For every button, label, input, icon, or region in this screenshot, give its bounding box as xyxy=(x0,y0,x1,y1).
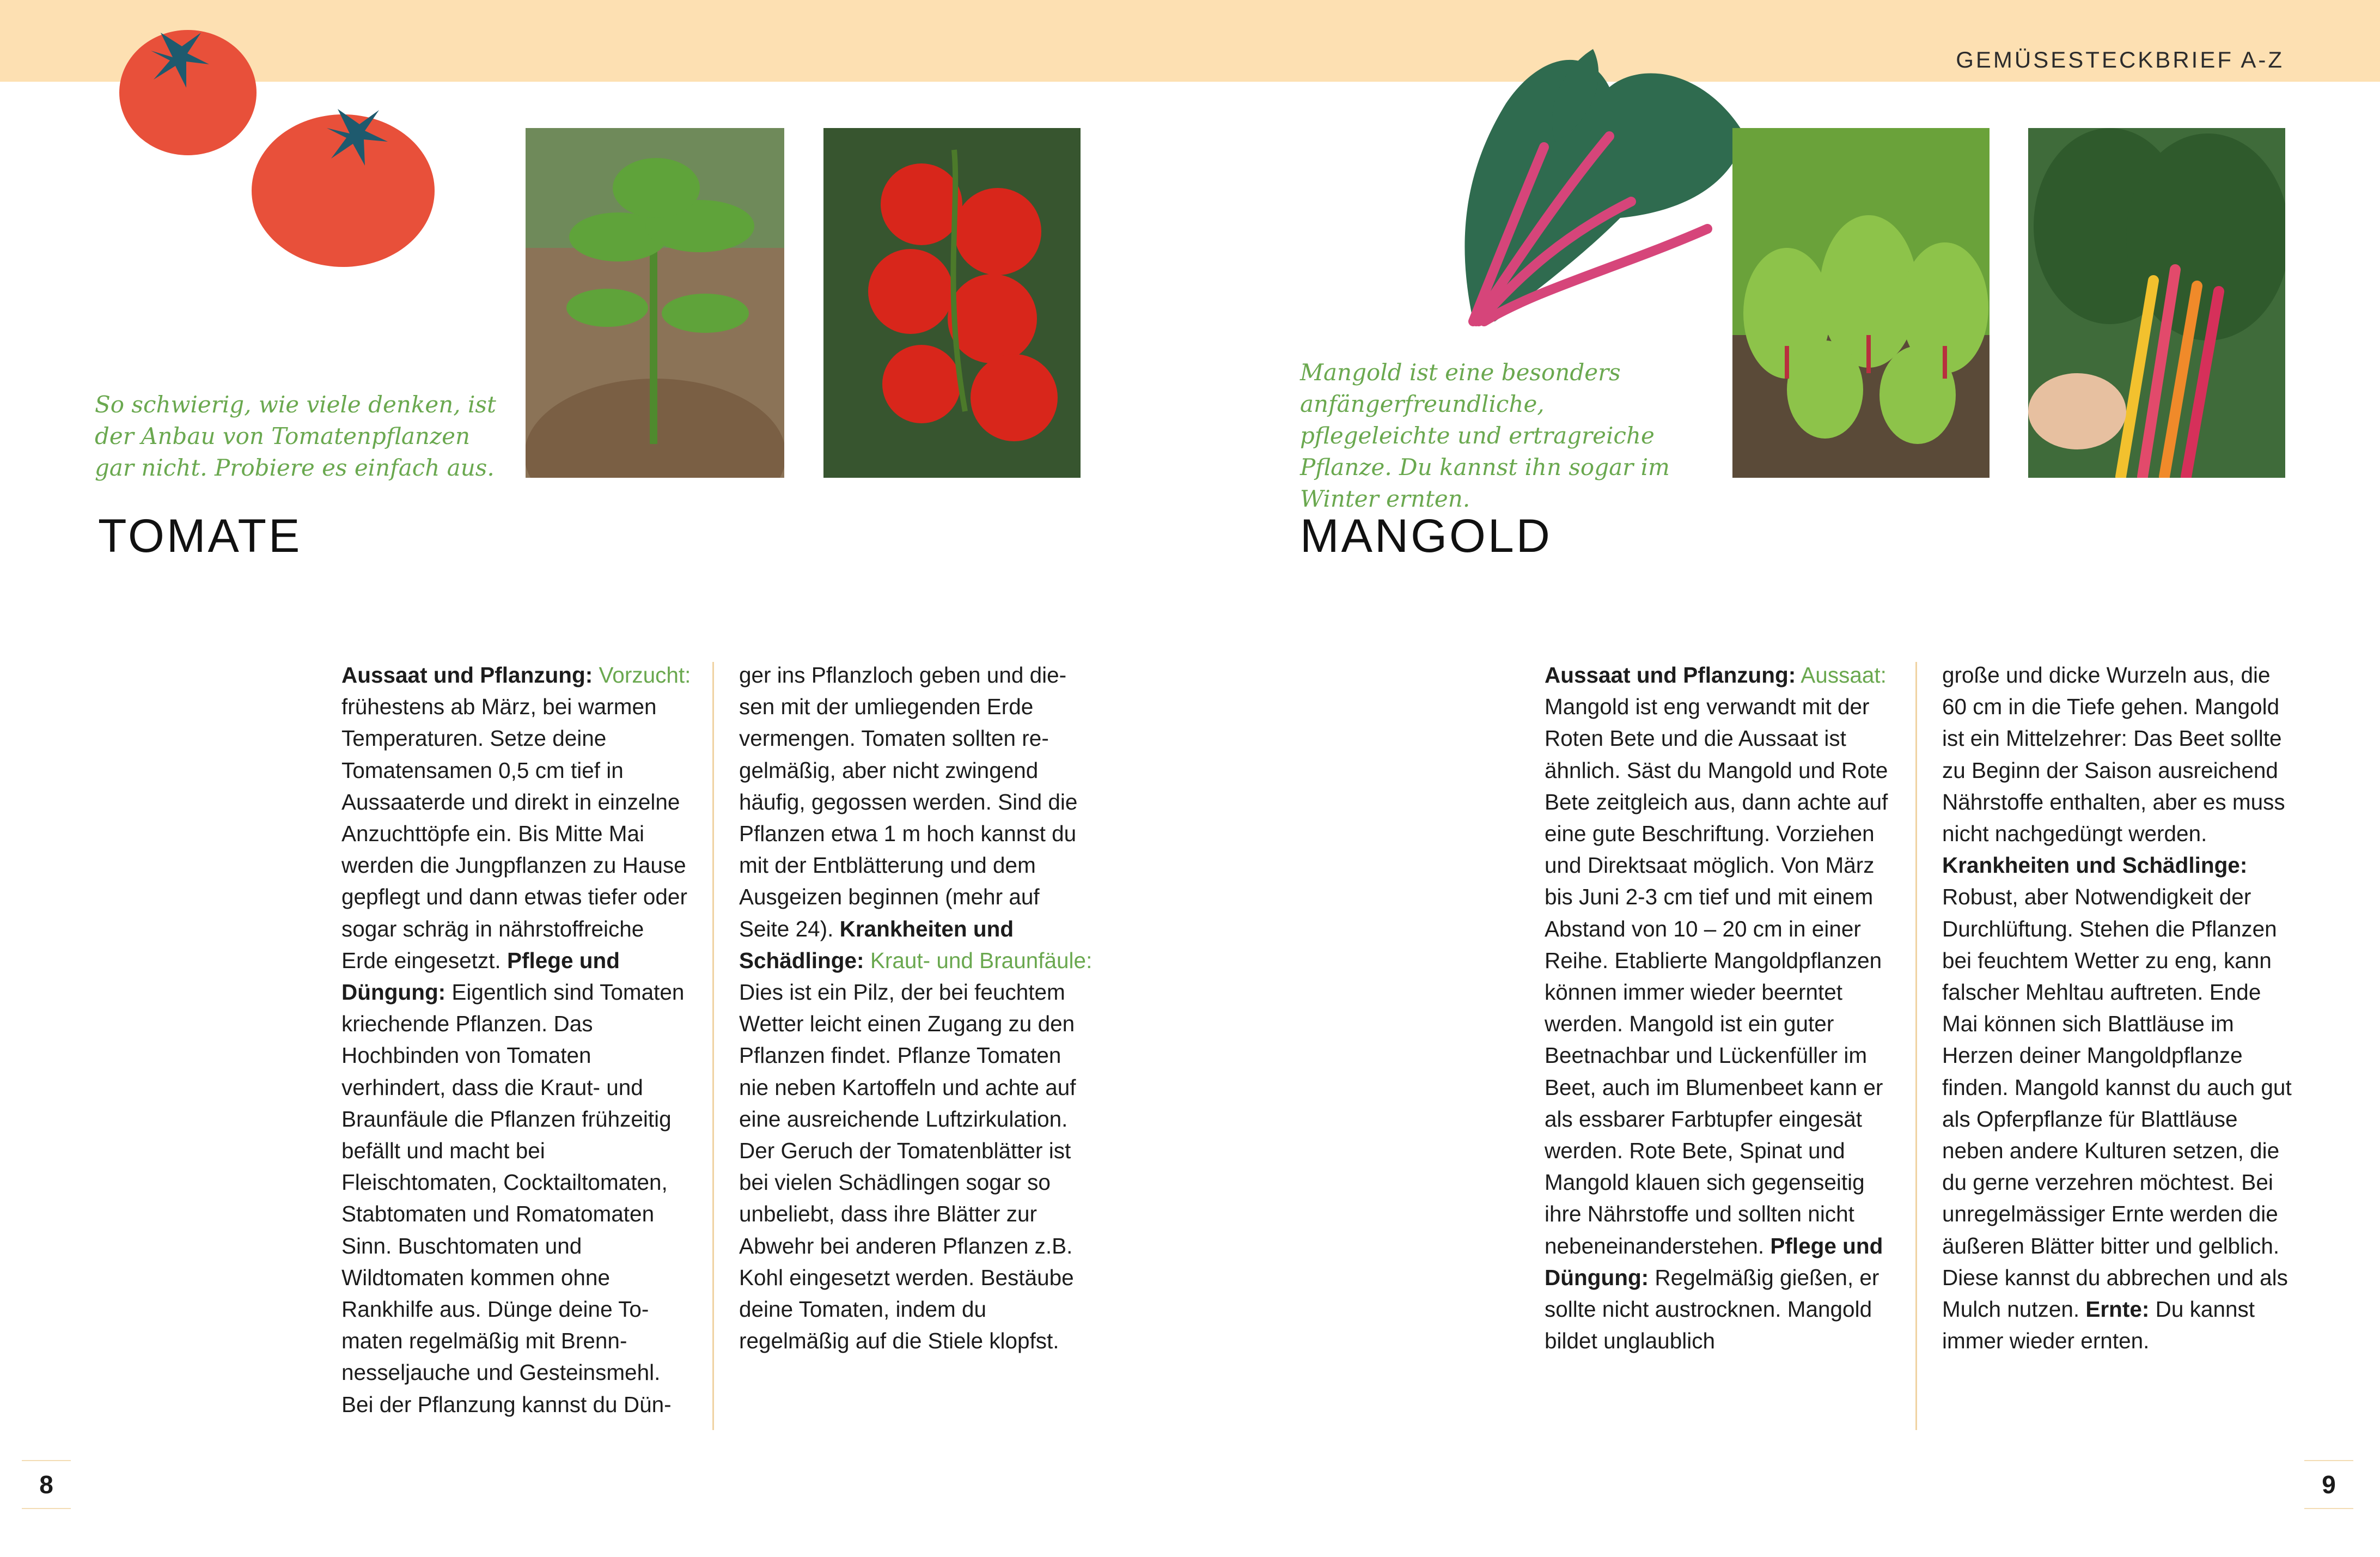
page-number-left: 8 xyxy=(22,1460,71,1509)
column-divider xyxy=(1915,662,1917,1430)
tomato-column-1 xyxy=(341,659,695,1420)
chard-seedlings-photo xyxy=(1732,128,1990,478)
tomato-illustration xyxy=(109,22,447,278)
column-divider xyxy=(712,662,714,1430)
section-heading: Pflege und Düngung: xyxy=(1545,1233,1883,1290)
tomato-seedling-photo xyxy=(526,128,784,478)
running-head: GEMÜSESTECKBRIEF A-Z xyxy=(1956,47,2284,72)
page-title-tomate: TOMATE xyxy=(98,510,302,562)
subsection-label: Kraut- und Braunfäule: xyxy=(870,947,1093,973)
body-text: Eigentlich sind Tomaten kriechende Pflanzen. Das Hochbinden von Tomaten verhindert, dass die Kraut- und Braunfäule die Pflanzen frühzeitig befällt und macht bei Fleischtomaten, Cocktailtomaten, Stabtomaten und Romatomaten Sinn. Buschtomaten und Wildtomaten kommen ohne Rankhilfe aus. Dünge deine Tomaten regelmäßig mit Brennnesseljauche und Gesteinsmehl. Bei der Pflanzung kannst du Dün- xyxy=(341,980,685,1417)
section-heading: Aussaat und Pflanzung: xyxy=(341,662,593,688)
section-heading: Ernte: xyxy=(2085,1297,2150,1322)
page-title-mangold: MANGOLD xyxy=(1300,510,1552,562)
chard-illustration xyxy=(1413,38,1751,327)
body-text: Dies ist ein Pilz, der bei feuchtem Wetter leicht einen Zugang zu den Pflanzen findet. Pflanze Tomaten nie neben Kartoffeln und achte auf eine ausreichende Luftzirkulation. Der Geruch der Tomatenblätter ist bei vielen Schädlingen sogar so unbeliebt, dass ihre Blätter zur Abwehr bei anderen Pflanzen z.B. Kohl eingesetzt werden. Bestäube deine Tomaten, indem du regelmäßig auf die Stiele klopfst. xyxy=(739,980,1076,1354)
tomato-vine-photo xyxy=(823,128,1081,478)
page-right xyxy=(1190,0,2380,1557)
page-number-right: 9 xyxy=(2304,1460,2353,1509)
body-text: große und dicke Wurzeln aus, die 60 cm in die Tiefe gehen. Mangold ist ein Mittelzehrer: Das Beet sollte zu Beginn der Saison ausreichend Nährstoffe enthalten, aber es muss nicht nachgedüngt werden. xyxy=(1942,662,2285,847)
section-heading: Krankheiten und Schädlinge: xyxy=(1942,853,2248,878)
body-text xyxy=(864,948,870,973)
chard-bunch-photo xyxy=(2028,128,2285,478)
tomato-column-2 xyxy=(739,659,1093,1357)
body-text: ger ins Pflanzloch geben und diesen mit der umliegenden Erde vermengen. Tomaten sollten regelmäßig, aber nicht zwingend häufig, gegossen werden. Sind die Pflanzen etwa 1 m hoch kannst du mit der Entblätterung und dem Ausgeizen beginnen (mehr auf Seite 24). xyxy=(739,662,1078,941)
chard-column-1 xyxy=(1545,659,1899,1357)
body-text xyxy=(1796,662,1801,688)
body-text: Robust, aber Notwendigkeit der Durchlüftung. Stehen die Pflanzen bei feuchtem Wetter zu eng, kann falscher Mehltau auftreten. Ende Mai können sich Blattläuse im Herzen deiner Mangoldpflanze finden. Mangold kannst du auch gut als Opferpflanze für Blattläuse neben andere Kulturen setzen, die du gerne verzehren möchtest. Bei unregelmässiger Ernte werden die äußeren Blätter bitter und gelblich. Diese kannst du abbrechen und als Mulch nutzen. xyxy=(1942,884,2292,1322)
subsection-label: Aussaat: xyxy=(1801,662,1887,688)
chard-column-2 xyxy=(1942,659,2296,1357)
subsection-label: Vorzucht: xyxy=(599,662,691,688)
section-heading: Aussaat und Pflanzung: xyxy=(1545,662,1796,688)
section-heading: Krankheiten und Schädlinge: xyxy=(739,916,1014,973)
body-text: Du kannst immer wieder ernten. xyxy=(1942,1297,2255,1354)
tomato-quote: So schwierig, wie viele denken, ist der Anbau von Tomatenpflanzen gar nicht. Probiere es einfach aus. xyxy=(95,391,496,481)
body-text xyxy=(593,662,599,688)
body-text: Regelmäßig gießen, er sollte nicht austrocknen. Mangold bildet unglaublich xyxy=(1545,1264,1879,1354)
body-text: Mangold ist eng verwandt mit der Roten Bete und die Aussaat ist ähnlich. Säst du Mangold und Rote Bete zeitgleich aus, dann achte auf eine gute Beschriftung. Vorziehen und Direktsaat möglich. Von März bis Juni 2-3 cm tief und mit einem Abstand von 10 – 20 cm in einer Reihe. Etablierte Mangoldpflanzen können immer wieder beerntet werden. Mangold ist ein guter Beetnachbar und Lückenfüller im Beet, auch im Blumenbeet kann er als essbarer Farbtupfer eingesät werden. Rote Bete, Spinat und Mangold klauen sich gegenseitig ihre Nährstoffe und sollten nicht nebeneinanderstehen. xyxy=(1545,694,1888,1258)
body-text: frühestens ab März, bei warmen Temperaturen. Setze deine Tomatensamen 0,5 cm tief in Aussaaterde und direkt in einzelne Anzuchttöpfe ein. Bis Mitte Mai werden die Jungpflanzen zu Hause gepflegt und dann etwas tiefer oder sogar schräg in nährstoffreiche Erde eingesetzt. xyxy=(341,694,687,973)
section-heading: Pflege und Düngung: xyxy=(341,947,620,1005)
chard-quote: Mangold ist eine besonders anfängerfreundliche, pflegeleichte und ertragreiche Pflanze. Du kannst ihn sogar im Winter ernten. xyxy=(1300,359,1670,512)
